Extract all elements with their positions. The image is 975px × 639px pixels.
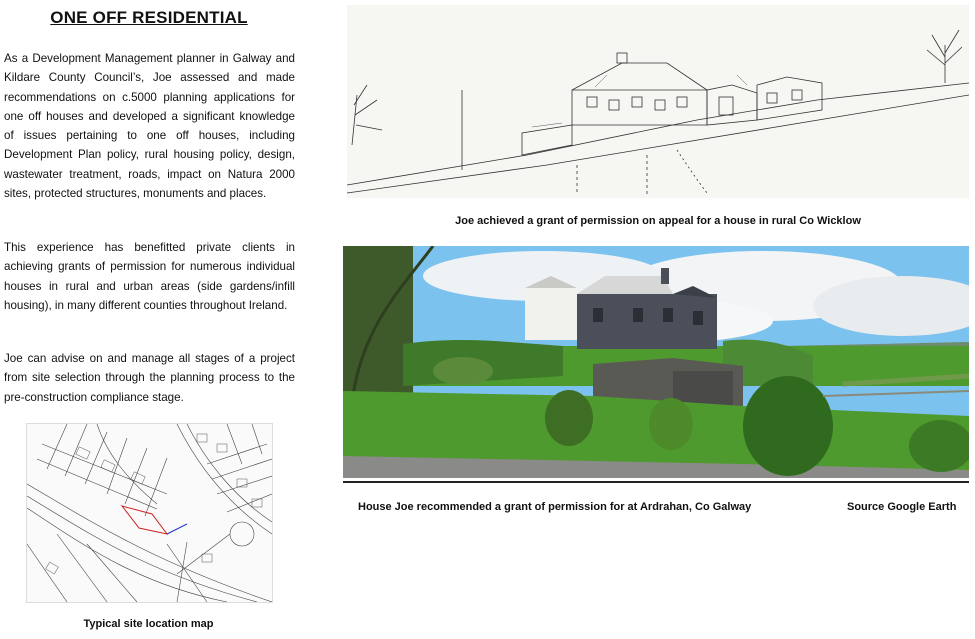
photo-divider bbox=[343, 481, 969, 483]
house-photo-illustration bbox=[343, 246, 969, 478]
elevation-sketch bbox=[347, 5, 969, 198]
site-location-map bbox=[26, 423, 273, 603]
house-photo bbox=[343, 246, 969, 478]
page-title: ONE OFF RESIDENTIAL bbox=[50, 8, 248, 27]
intro-paragraph: As a Development Management planner in Galway and Kildare County Council’s, Joe assessed and made recommendations on c.5000 planning applications for one off houses and developed a significant knowledge of issues pertaining to one off houses, including Development Plan policy, rural housing policy, design, wastewater treatment, roads, impact on Natura 2000 sites, protected structures, monuments and places. bbox=[4, 52, 295, 201]
experience-paragraph: This experience has benefitted private clients in achieving grants of permission for numerous individual houses in rural and urban areas (side gardens/infill housing), in many different counties throughout Ireland. bbox=[4, 241, 295, 312]
site-map-drawing bbox=[27, 424, 272, 602]
elevation-caption: Joe achieved a grant of permission on appeal for a house in rural Co Wicklow bbox=[455, 215, 861, 227]
map-caption: Typical site location map bbox=[83, 618, 214, 630]
photo-source: Source Google Earth bbox=[847, 501, 957, 513]
elevation-drawing bbox=[347, 5, 969, 198]
photo-caption: House Joe recommended a grant of permission for at Ardrahan, Co Galway bbox=[358, 501, 752, 513]
services-paragraph: Joe can advise on and manage all stages of a project from site selection through the planning process to the pre-construction compliance stage. bbox=[4, 352, 295, 404]
